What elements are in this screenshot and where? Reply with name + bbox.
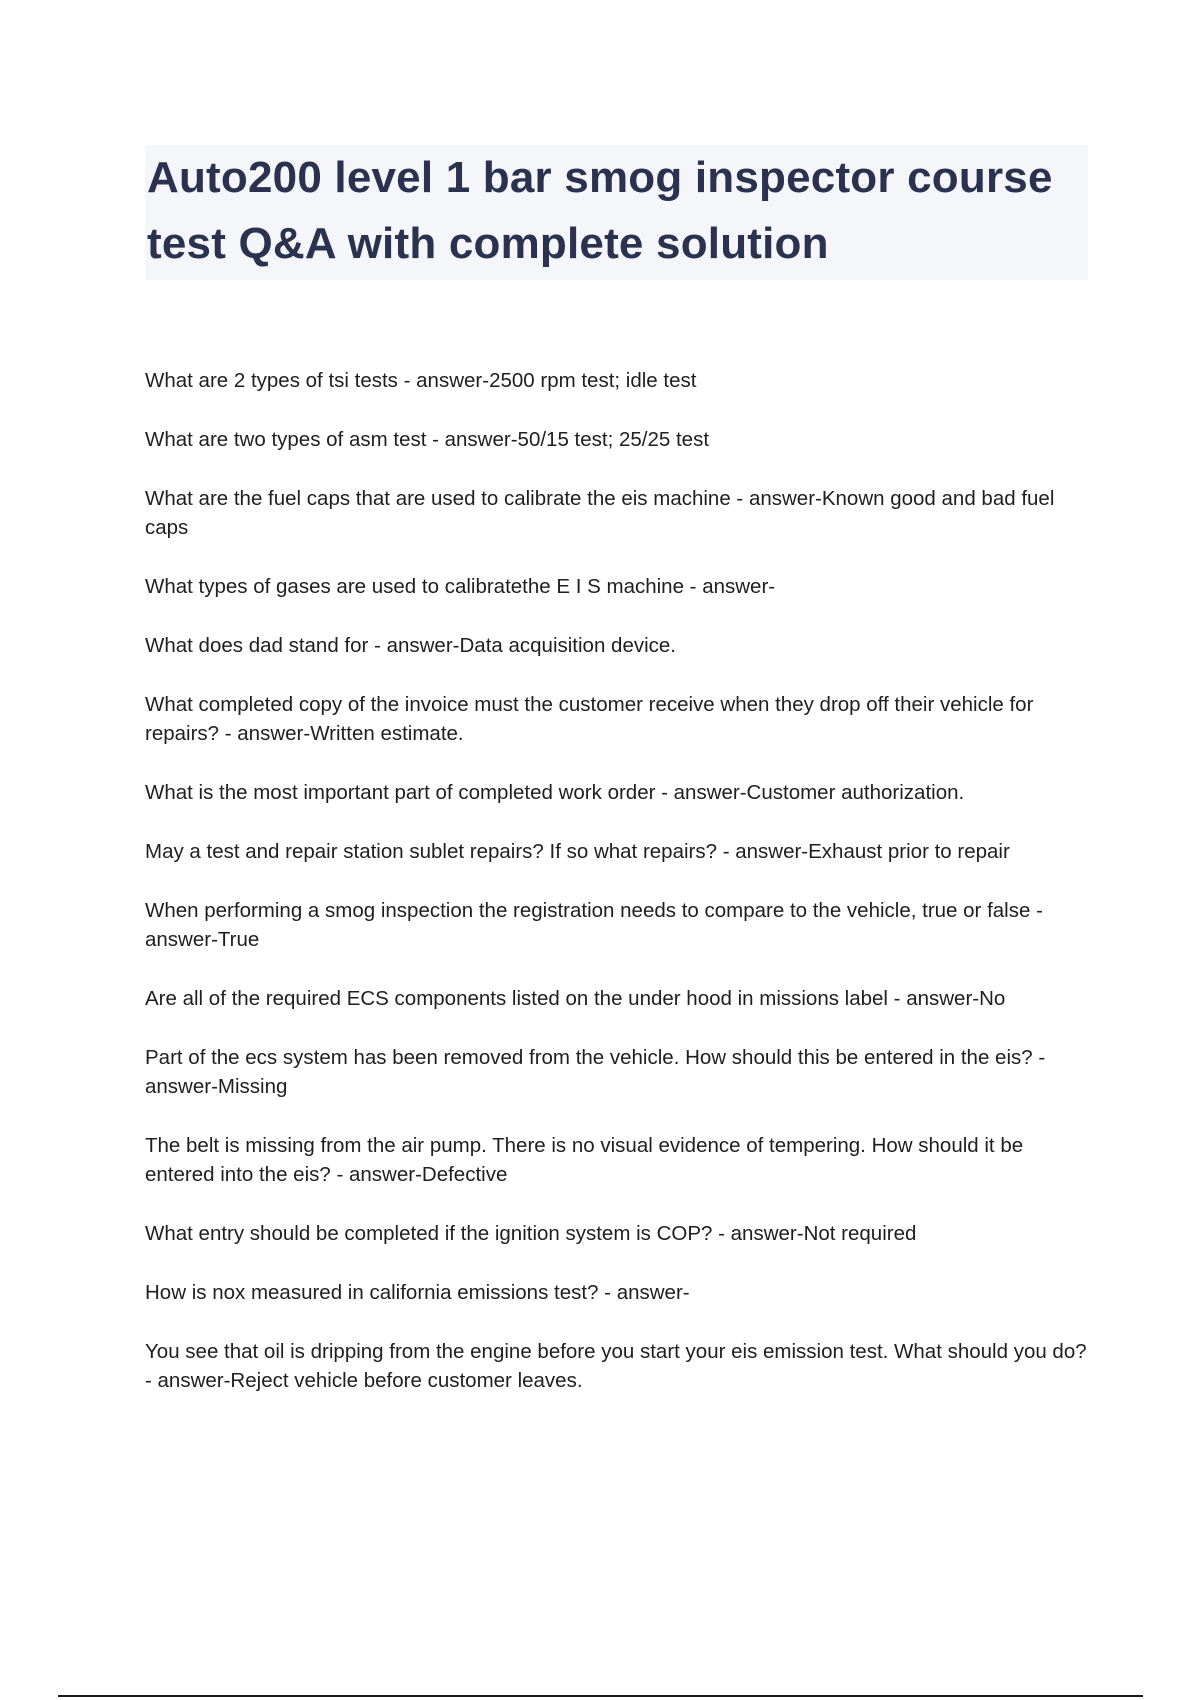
- qa-item: What completed copy of the invoice must the customer receive when they drop off their vehicle for repairs? - answer-Written estimate.: [145, 693, 1034, 745]
- qa-list: [145, 366, 1095, 1425]
- qa-item: What entry should be completed if the ignition system is COP? - answer-Not required: [145, 1222, 917, 1245]
- qa-item: What are two types of asm test - answer-50/15 test; 25/25 test: [145, 428, 710, 451]
- qa-item: Part of the ecs system has been removed from the vehicle. How should this be entered in the eis? - answer-Missing: [145, 1046, 1046, 1098]
- qa-item: What are 2 types of tsi tests - answer-2500 rpm test; idle test: [145, 369, 697, 392]
- qa-item: What does dad stand for - answer-Data acquisition device.: [145, 634, 676, 657]
- qa-item: The belt is missing from the air pump. There is no visual evidence of tempering. How should it be entered into the eis? - answer-Defective: [145, 1134, 1024, 1186]
- qa-item: You see that oil is dripping from the engine before you start your eis emission test. What should you do? - answer-Reject vehicle before customer leaves.: [145, 1340, 1087, 1392]
- qa-item: How is nox measured in california emissions test? - answer-: [145, 1281, 690, 1304]
- footer-divider: [58, 1695, 1143, 1697]
- document-title: Auto200 level 1 bar smog inspector course test Q&A with complete solution: [147, 153, 1053, 268]
- qa-item: What types of gases are used to calibratethe E I S machine - answer-: [145, 575, 776, 598]
- title-block: [145, 145, 1088, 280]
- qa-item: Are all of the required ECS components listed on the under hood in missions label - answer-No: [145, 987, 1006, 1010]
- qa-item: When performing a smog inspection the registration needs to compare to the vehicle, true or false - answer-True: [145, 899, 1043, 951]
- qa-item: What are the fuel caps that are used to calibrate the eis machine - answer-Known good and bad fuel caps: [145, 487, 1055, 539]
- qa-item: What is the most important part of completed work order - answer-Customer authorization.: [145, 781, 965, 804]
- qa-item: May a test and repair station sublet repairs? If so what repairs? - answer-Exhaust prior to repair: [145, 840, 1010, 863]
